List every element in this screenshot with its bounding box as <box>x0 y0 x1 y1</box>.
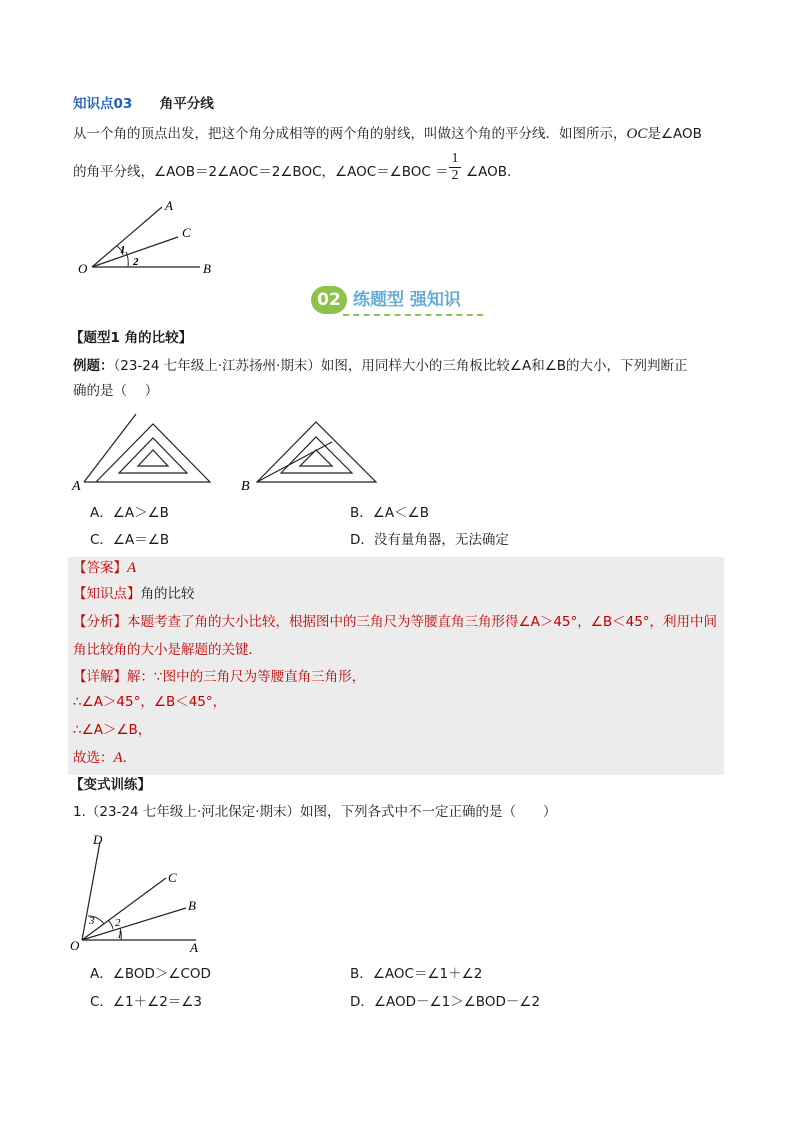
banner-title: 练题型 强知识 <box>353 290 461 310</box>
option-2-c[interactable]: C．∠1＋∠2＝∠3 <box>90 994 203 1010</box>
option-a[interactable]: A．∠A＞∠B <box>90 505 169 521</box>
arc-2 <box>108 920 113 929</box>
analysis-line-1: 【分析】本题考查了角的大小比较，根据图中的三角尺为等腰直角三角形得∠A＞45°，∠B＜45°，利用中间 <box>73 614 718 630</box>
label-a: A <box>165 198 173 213</box>
detail-step-1: ∴∠A＞45°，∠B＜45°， <box>73 694 227 710</box>
example-line-1: 例题：（23-24 七年级上·江苏扬州·期末）如图，用同样大小的三角板比较∠A和∠B的大小，下列判断正 <box>73 358 688 374</box>
figure-angle-b <box>257 422 376 482</box>
option-c[interactable]: C．∠A＝∠B <box>90 532 170 548</box>
detail-step-3: 故选：A． <box>73 750 137 766</box>
option-2-d[interactable]: D．∠AOD－∠1＞∠BOD－∠2 <box>350 994 541 1010</box>
label-c-2: C <box>168 870 177 885</box>
label-c: C <box>182 225 191 240</box>
definition-line-2-end: ∠AOB. <box>466 164 512 180</box>
label-o-2: O <box>70 938 80 953</box>
detail-line: 【详解】解：∵图中的三角尺为等腰直角三角形， <box>73 669 366 685</box>
label-1: 1 <box>120 244 126 256</box>
definition-line-1: 从一个角的顶点出发，把这个角分成相等的两个角的射线，叫做这个角的平分线．如图所示，OC是∠AOB <box>73 126 702 142</box>
banner-underline <box>343 314 483 316</box>
option-2-b[interactable]: B．∠AOC＝∠1＋∠2 <box>350 966 483 982</box>
label-d: D <box>93 832 103 847</box>
label-2: 2 <box>133 256 139 268</box>
definition-line-2: 的角平分线，∠AOB＝2∠AOC＝2∠BOC，∠AOC＝∠BOC ＝ <box>73 164 449 180</box>
variant-question-1: 1.（23-24 七年级上·河北保定·期末）如图，下列各式中不一定正确的是（ ） <box>73 804 557 820</box>
fraction-half: 1 2 <box>449 151 461 184</box>
knowledge-line: 【知识点】角的比较 <box>73 586 195 602</box>
knowledge-point-heading <box>73 94 214 114</box>
label-angle-2: 2 <box>115 917 121 929</box>
ray-oa <box>92 207 162 267</box>
variant-title: 【变式训练】 <box>70 777 151 793</box>
banner-number: 02 <box>317 290 341 310</box>
multi-angle-figure <box>68 828 218 958</box>
label-fig-b: B <box>241 479 250 494</box>
ray-ob-2 <box>82 908 186 940</box>
option-d[interactable]: D．没有量角器，无法确定 <box>350 532 509 548</box>
knowledge-point-title: 角平分线 <box>159 96 214 112</box>
option-2-a[interactable]: A．∠BOD＞∠COD <box>90 966 211 982</box>
option-b[interactable]: B．∠A＜∠B <box>350 505 429 521</box>
answer-line: 【答案】A <box>73 560 137 576</box>
detail-step-2: ∴∠A＞∠B， <box>73 722 152 738</box>
figure-angle-a <box>84 414 210 482</box>
label-a-2: A <box>190 940 198 955</box>
angle-bisector-figure <box>70 195 230 277</box>
label-o: O <box>78 261 88 276</box>
section-banner <box>309 284 484 318</box>
ray-oc-2 <box>82 878 166 940</box>
label-b-2: B <box>188 898 196 913</box>
label-angle-1: 1 <box>117 929 123 941</box>
label-angle-3: 3 <box>89 915 95 927</box>
example-line-2: 确的是（ ） <box>73 383 159 399</box>
knowledge-point-label: 知识点03 <box>73 96 133 112</box>
triangle-rulers-figure <box>70 408 400 500</box>
label-fig-a: A <box>72 479 81 494</box>
label-b: B <box>203 261 211 276</box>
analysis-line-2: 角比较角的大小是解题的关键． <box>73 642 262 658</box>
type-1-title: 【题型1 角的比较】 <box>70 330 193 346</box>
